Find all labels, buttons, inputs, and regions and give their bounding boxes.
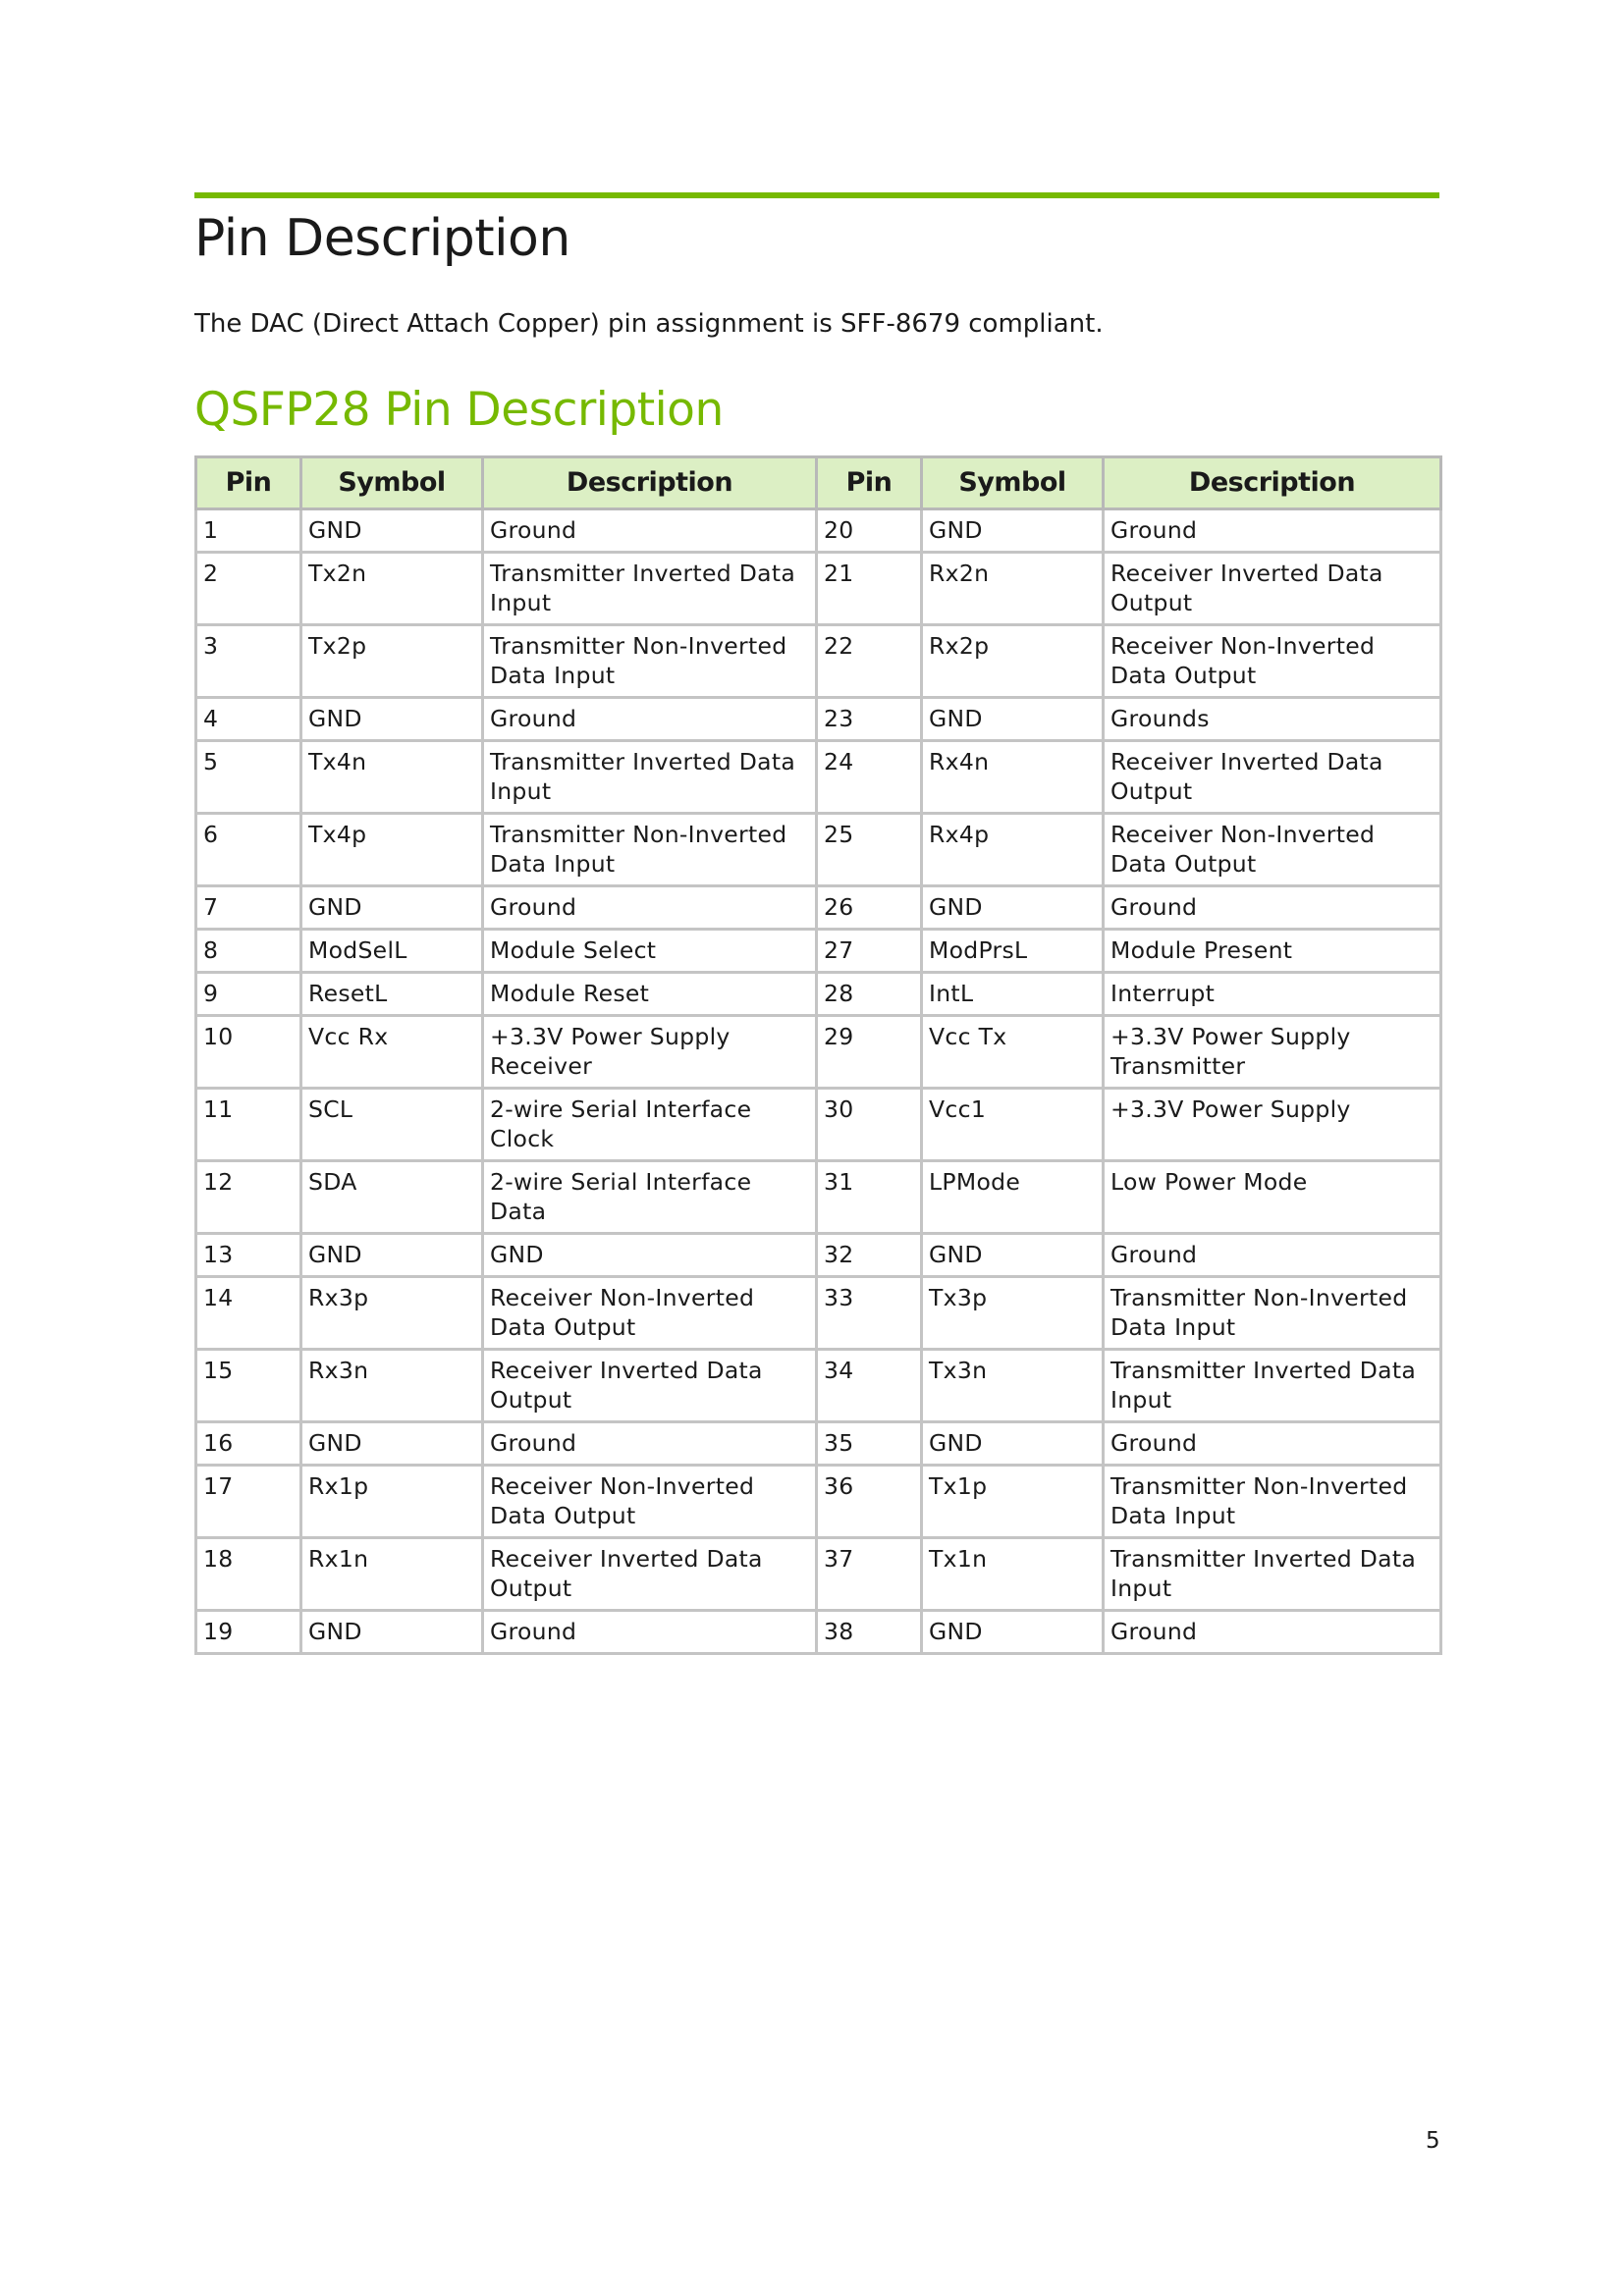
header-description-right: Description <box>1104 456 1441 508</box>
cell-symbol: Vcc1 <box>922 1088 1104 1160</box>
cell-description: Transmitter Non-Inverted Data Input <box>1104 1465 1441 1537</box>
cell-symbol: Vcc Tx <box>922 1015 1104 1088</box>
cell-description: +3.3V Power Supply Receiver <box>483 1015 817 1088</box>
cell-description: Receiver Inverted Data Output <box>483 1349 817 1421</box>
cell-description: Transmitter Non-Inverted Data Input <box>483 624 817 697</box>
table-row <box>196 1421 1441 1465</box>
cell-symbol: Rx3n <box>301 1349 483 1421</box>
cell-description: Receiver Non-Inverted Data Output <box>1104 813 1441 885</box>
table-row <box>196 813 1441 885</box>
cell-pin: 19 <box>196 1610 301 1653</box>
cell-symbol: ModPrsL <box>922 929 1104 972</box>
cell-pin: 14 <box>196 1276 301 1349</box>
page-title: Pin Description <box>194 209 570 268</box>
cell-pin: 2 <box>196 552 301 624</box>
cell-pin: 21 <box>817 552 922 624</box>
table-row <box>196 697 1441 740</box>
intro-paragraph: The DAC (Direct Attach Copper) pin assignment is SFF-8679 compliant. <box>194 308 1104 339</box>
cell-pin: 32 <box>817 1233 922 1276</box>
cell-description: Transmitter Inverted Data Input <box>1104 1349 1441 1421</box>
cell-description: Ground <box>483 508 817 552</box>
cell-pin: 17 <box>196 1465 301 1537</box>
cell-description: Ground <box>483 1421 817 1465</box>
cell-pin: 35 <box>817 1421 922 1465</box>
page-number: 5 <box>1426 2128 1440 2154</box>
cell-symbol: Tx2p <box>301 624 483 697</box>
cell-symbol: Rx3p <box>301 1276 483 1349</box>
cell-description: Transmitter Inverted Data Input <box>483 552 817 624</box>
cell-pin: 13 <box>196 1233 301 1276</box>
cell-pin: 1 <box>196 508 301 552</box>
cell-pin: 25 <box>817 813 922 885</box>
cell-description: Receiver Inverted Data Output <box>1104 552 1441 624</box>
cell-description: Transmitter Non-Inverted Data Input <box>1104 1276 1441 1349</box>
cell-symbol: GND <box>922 885 1104 929</box>
pin-table-body <box>196 508 1441 1653</box>
table-row <box>196 1015 1441 1088</box>
cell-symbol: Rx4n <box>922 740 1104 813</box>
cell-symbol: Tx1n <box>922 1537 1104 1610</box>
cell-pin: 27 <box>817 929 922 972</box>
cell-pin: 31 <box>817 1160 922 1233</box>
cell-pin: 37 <box>817 1537 922 1610</box>
cell-description: Transmitter Non-Inverted Data Input <box>483 813 817 885</box>
cell-description: Ground <box>1104 885 1441 929</box>
cell-symbol: GND <box>301 1233 483 1276</box>
cell-pin: 4 <box>196 697 301 740</box>
cell-description: 2-wire Serial Interface Data <box>483 1160 817 1233</box>
cell-pin: 36 <box>817 1465 922 1537</box>
pin-table-header <box>196 456 1441 508</box>
cell-description: Receiver Non-Inverted Data Output <box>483 1276 817 1349</box>
cell-pin: 7 <box>196 885 301 929</box>
table-row <box>196 929 1441 972</box>
pin-table <box>194 455 1442 1655</box>
table-row <box>196 1349 1441 1421</box>
cell-symbol: SDA <box>301 1160 483 1233</box>
top-accent-rule <box>194 192 1439 198</box>
cell-description: Ground <box>1104 1233 1441 1276</box>
cell-description: Receiver Non-Inverted Data Output <box>1104 624 1441 697</box>
cell-symbol: GND <box>922 1421 1104 1465</box>
table-row <box>196 508 1441 552</box>
table-row <box>196 1233 1441 1276</box>
cell-symbol: Tx2n <box>301 552 483 624</box>
cell-description: Interrupt <box>1104 972 1441 1015</box>
cell-symbol: ModSelL <box>301 929 483 972</box>
cell-symbol: Rx1p <box>301 1465 483 1537</box>
header-pin-left: Pin <box>196 456 301 508</box>
cell-symbol: GND <box>922 697 1104 740</box>
cell-symbol: GND <box>922 1233 1104 1276</box>
cell-symbol: ResetL <box>301 972 483 1015</box>
cell-symbol: GND <box>301 1421 483 1465</box>
cell-description: Receiver Inverted Data Output <box>1104 740 1441 813</box>
cell-symbol: GND <box>922 508 1104 552</box>
table-row <box>196 1160 1441 1233</box>
cell-pin: 5 <box>196 740 301 813</box>
table-row <box>196 624 1441 697</box>
cell-pin: 22 <box>817 624 922 697</box>
cell-symbol: Tx3p <box>922 1276 1104 1349</box>
table-row <box>196 1465 1441 1537</box>
table-row <box>196 1088 1441 1160</box>
header-description-left: Description <box>483 456 817 508</box>
cell-description: +3.3V Power Supply Transmitter <box>1104 1015 1441 1088</box>
cell-pin: 18 <box>196 1537 301 1610</box>
cell-description: +3.3V Power Supply <box>1104 1088 1441 1160</box>
cell-pin: 26 <box>817 885 922 929</box>
cell-description: Ground <box>1104 508 1441 552</box>
cell-description: Ground <box>1104 1421 1441 1465</box>
cell-symbol: GND <box>301 885 483 929</box>
cell-symbol: Rx4p <box>922 813 1104 885</box>
cell-pin: 8 <box>196 929 301 972</box>
cell-symbol: Rx1n <box>301 1537 483 1610</box>
table-row <box>196 1276 1441 1349</box>
cell-description: GND <box>483 1233 817 1276</box>
cell-symbol: Tx1p <box>922 1465 1104 1537</box>
header-symbol-left: Symbol <box>301 456 483 508</box>
cell-pin: 6 <box>196 813 301 885</box>
cell-description: Transmitter Inverted Data Input <box>483 740 817 813</box>
cell-description: Ground <box>483 697 817 740</box>
cell-description: Receiver Non-Inverted Data Output <box>483 1465 817 1537</box>
cell-symbol: Tx4p <box>301 813 483 885</box>
table-row <box>196 552 1441 624</box>
table-row <box>196 1610 1441 1653</box>
cell-pin: 11 <box>196 1088 301 1160</box>
cell-symbol: IntL <box>922 972 1104 1015</box>
cell-description: Transmitter Inverted Data Input <box>1104 1537 1441 1610</box>
table-row <box>196 885 1441 929</box>
cell-symbol: LPMode <box>922 1160 1104 1233</box>
cell-symbol: GND <box>301 1610 483 1653</box>
header-row <box>196 456 1441 508</box>
cell-description: 2-wire Serial Interface Clock <box>483 1088 817 1160</box>
cell-pin: 23 <box>817 697 922 740</box>
cell-pin: 33 <box>817 1276 922 1349</box>
cell-symbol: Tx4n <box>301 740 483 813</box>
cell-symbol: Vcc Rx <box>301 1015 483 1088</box>
cell-pin: 28 <box>817 972 922 1015</box>
cell-pin: 24 <box>817 740 922 813</box>
cell-description: Low Power Mode <box>1104 1160 1441 1233</box>
table-row <box>196 1537 1441 1610</box>
cell-description: Ground <box>483 885 817 929</box>
cell-symbol: GND <box>922 1610 1104 1653</box>
cell-symbol: Rx2p <box>922 624 1104 697</box>
cell-description: Module Reset <box>483 972 817 1015</box>
cell-pin: 30 <box>817 1088 922 1160</box>
cell-pin: 20 <box>817 508 922 552</box>
section-title: QSFP28 Pin Description <box>194 382 724 437</box>
table-row <box>196 740 1441 813</box>
document-page <box>194 192 1439 1655</box>
header-pin-right: Pin <box>817 456 922 508</box>
cell-symbol: Tx3n <box>922 1349 1104 1421</box>
cell-symbol: GND <box>301 508 483 552</box>
cell-pin: 38 <box>817 1610 922 1653</box>
cell-pin: 10 <box>196 1015 301 1088</box>
cell-symbol: GND <box>301 697 483 740</box>
cell-description: Ground <box>1104 1610 1441 1653</box>
cell-pin: 15 <box>196 1349 301 1421</box>
cell-pin: 34 <box>817 1349 922 1421</box>
cell-description: Receiver Inverted Data Output <box>483 1537 817 1610</box>
cell-symbol: Rx2n <box>922 552 1104 624</box>
cell-symbol: SCL <box>301 1088 483 1160</box>
table-row <box>196 972 1441 1015</box>
header-symbol-right: Symbol <box>922 456 1104 508</box>
cell-description: Module Select <box>483 929 817 972</box>
cell-description: Ground <box>483 1610 817 1653</box>
cell-description: Grounds <box>1104 697 1441 740</box>
cell-pin: 16 <box>196 1421 301 1465</box>
cell-pin: 9 <box>196 972 301 1015</box>
cell-pin: 12 <box>196 1160 301 1233</box>
cell-pin: 29 <box>817 1015 922 1088</box>
cell-description: Module Present <box>1104 929 1441 972</box>
cell-pin: 3 <box>196 624 301 697</box>
